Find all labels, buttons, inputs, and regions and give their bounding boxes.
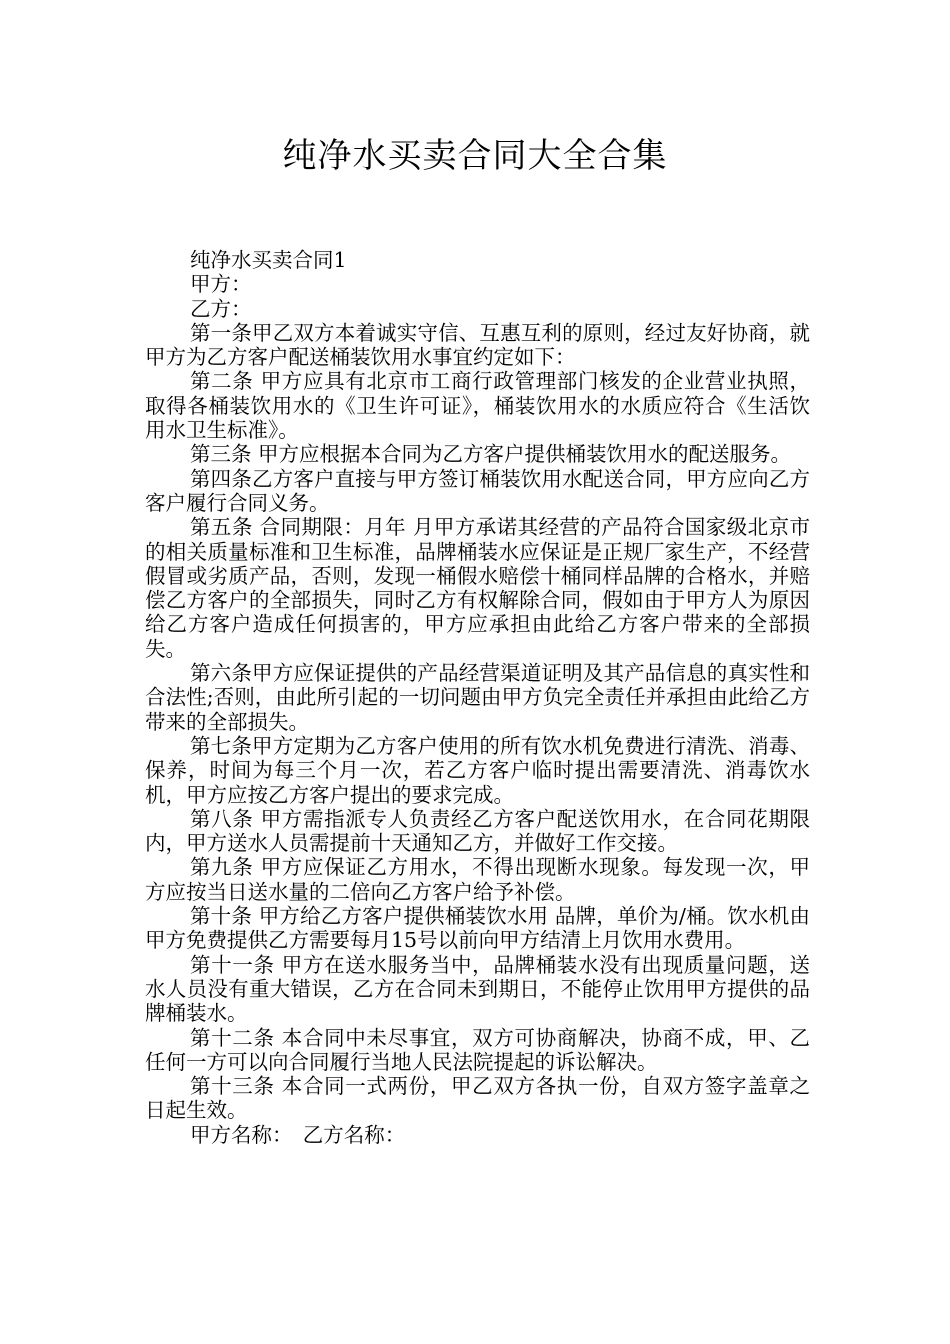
clause-12: 第十二条 本合同中未尽事宜，双方可协商解决，协商不成，甲、乙任何一方可以向合同履行当地人民法院提起的诉讼解决。 [145,1025,810,1074]
document-title: 纯净水买卖合同大全合集 [282,136,668,176]
clause-7: 第七条甲方定期为乙方客户使用的所有饮水机免费进行清洗、消毒、保养，时间为每三个月一次，若乙方客户临时提出需要清洗、消毒饮水机，甲方应按乙方客户提出的要求完成。 [145,733,810,807]
clause-6: 第六条甲方应保证提供的产品经营渠道证明及其产品信息的真实性和合法性;否则，由此所引起的一切问题由甲方负完全责任并承担由此给乙方带来的全部损失。 [145,661,810,734]
clause-3: 第三条 甲方应根据本合同为乙方客户提供桶装饮用水的配送服务。 [190,442,792,467]
clause-2: 第二条 甲方应具有北京市工商行政管理部门核发的企业营业执照，取得各桶装饮用水的《卫生许可证》，桶装饮用水的水质应符合《生活饮用水卫生标准》。 [145,369,810,443]
paragraph-heading: 纯净水买卖合同1 [190,248,347,272]
clause-9: 第九条 甲方应保证乙方用水，不得出现断水现象。每发现一次，甲方应按当日送水量的二倍向乙方客户给予补偿。 [145,855,810,904]
party-b-line: 乙方： [190,296,252,321]
clause-1: 第一条甲乙双方本着诚实守信、互惠互利的原则，经过友好协商，就甲方为乙方客户配送桶装饮用水事宜约定如下： [145,320,810,370]
clause-11: 第十一条 甲方在送水服务当中，品牌桶装水没有出现质量问题，送水人员没有重大错误，乙方在合同未到期日，不能停止饮用甲方提供的品牌桶装水。 [145,952,810,1026]
clause-10: 第十条 甲方给乙方客户提供桶装饮水用 品牌，单价为/桶。饮水机由甲方免费提供乙方需要每月15号以前向甲方结清上月饮用水费用。 [145,904,810,953]
clause-4: 第四条乙方客户直接与甲方签订桶装饮用水配送合同，甲方应向乙方客户履行合同义务。 [145,466,810,515]
clause-5: 第五条 合同期限：月年 月甲方承诺其经营的产品符合国家级北京市的相关质量标准和卫生标准，品牌桶装水应保证是正规厂家生产，不经营假冒或劣质产品，否则，发现一桶假水赔偿十桶同样品牌的合格水，并赔偿乙方客户的全部损失，同时乙方有权解除合同，假如由于甲方人为原因给乙方客户造成任何损害的，甲方应承担由此给乙方客户带来的全部损失。 [145,515,810,661]
clause-13: 第十三条 本合同一式两份，甲乙双方各执一份，自双方签字盖章之日起生效。 [145,1074,810,1123]
document-body [145,248,810,1147]
signature-line: 甲方名称： 乙方名称： [190,1122,406,1147]
party-a-line: 甲方： [190,272,252,297]
clause-8: 第八条 甲方需指派专人负责经乙方客户配送饮用水，在合同花期限内，甲方送水人员需提前十天通知乙方，并做好工作交接。 [145,806,810,856]
